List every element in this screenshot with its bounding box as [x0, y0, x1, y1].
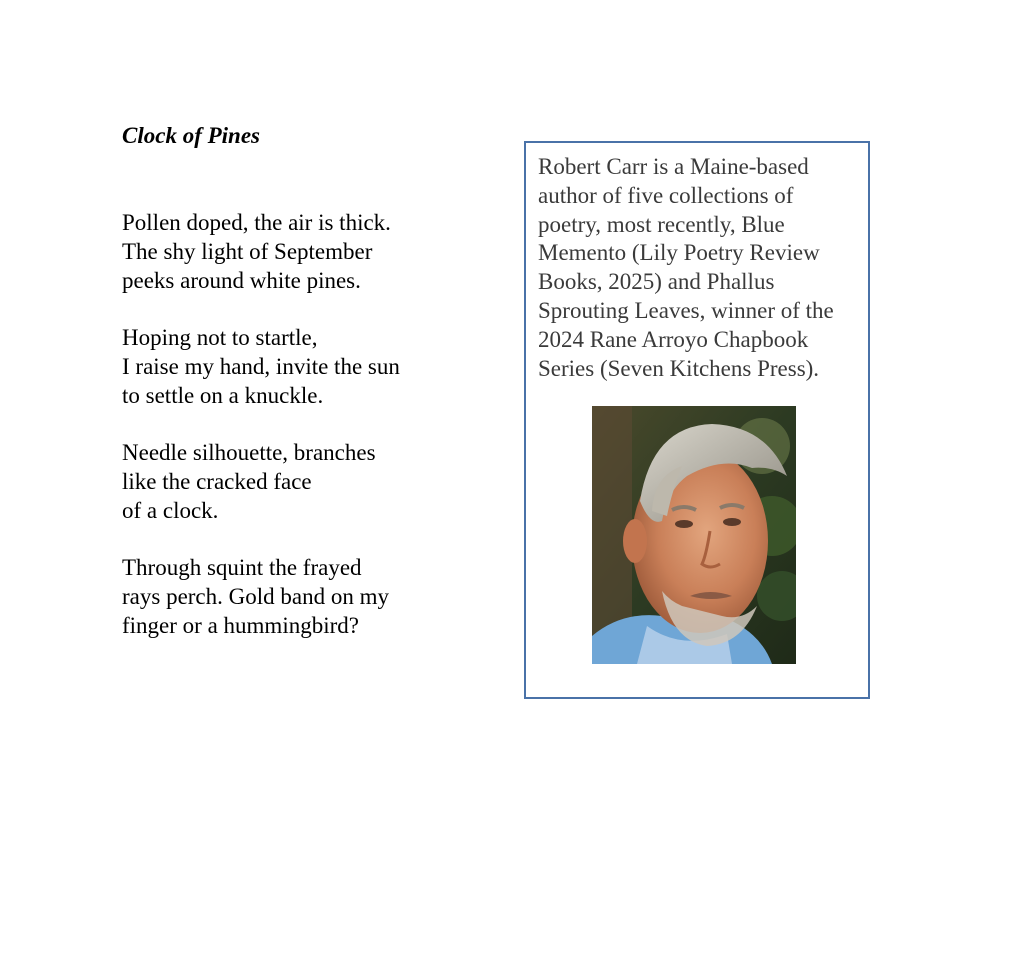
bio-line: Series (Seven Kitchens Press). [538, 355, 820, 381]
bio-line: poetry, most recently, Blue [538, 211, 785, 237]
stanza [122, 208, 502, 295]
poem-line: Needle silhouette, branches [122, 440, 376, 465]
bio-line: 2024 Rane Arroyo Chapbook [538, 326, 809, 352]
poem-line: Pollen doped, the air is thick. [122, 210, 391, 235]
poem-title: Clock of Pines [122, 123, 260, 148]
author-bio-box [524, 141, 870, 699]
stanza [122, 323, 502, 410]
poem-line: like the cracked face [122, 469, 312, 494]
author-portrait-image [592, 406, 796, 664]
poem-line: peeks around white pines. [122, 268, 361, 293]
bio-line: Robert Carr is a Maine-based [538, 154, 809, 179]
bio-line: Books, 2025) and Phallus [538, 269, 775, 295]
poem-line: Hoping not to startle, [122, 325, 318, 350]
poem-line: Through squint the frayed [122, 555, 362, 580]
bio-line: Memento (Lily Poetry Review [538, 240, 820, 266]
poem-line: I raise my hand, invite the sun [122, 354, 400, 379]
poem-body [122, 208, 502, 640]
stanza [122, 553, 502, 640]
author-photo [592, 406, 796, 664]
bio-line: Sprouting Leaves, winner of the [538, 297, 834, 323]
author-bio-text [538, 153, 868, 383]
poem-line: The shy light of September [122, 239, 373, 264]
poem-line: finger or a hummingbird? [122, 613, 359, 638]
poem-line: to settle on a knuckle. [122, 383, 324, 408]
bio-line: author of five collections of [538, 182, 794, 208]
poem-line: of a clock. [122, 498, 219, 523]
stanza [122, 438, 502, 525]
poem-line: rays perch. Gold band on my [122, 584, 389, 609]
